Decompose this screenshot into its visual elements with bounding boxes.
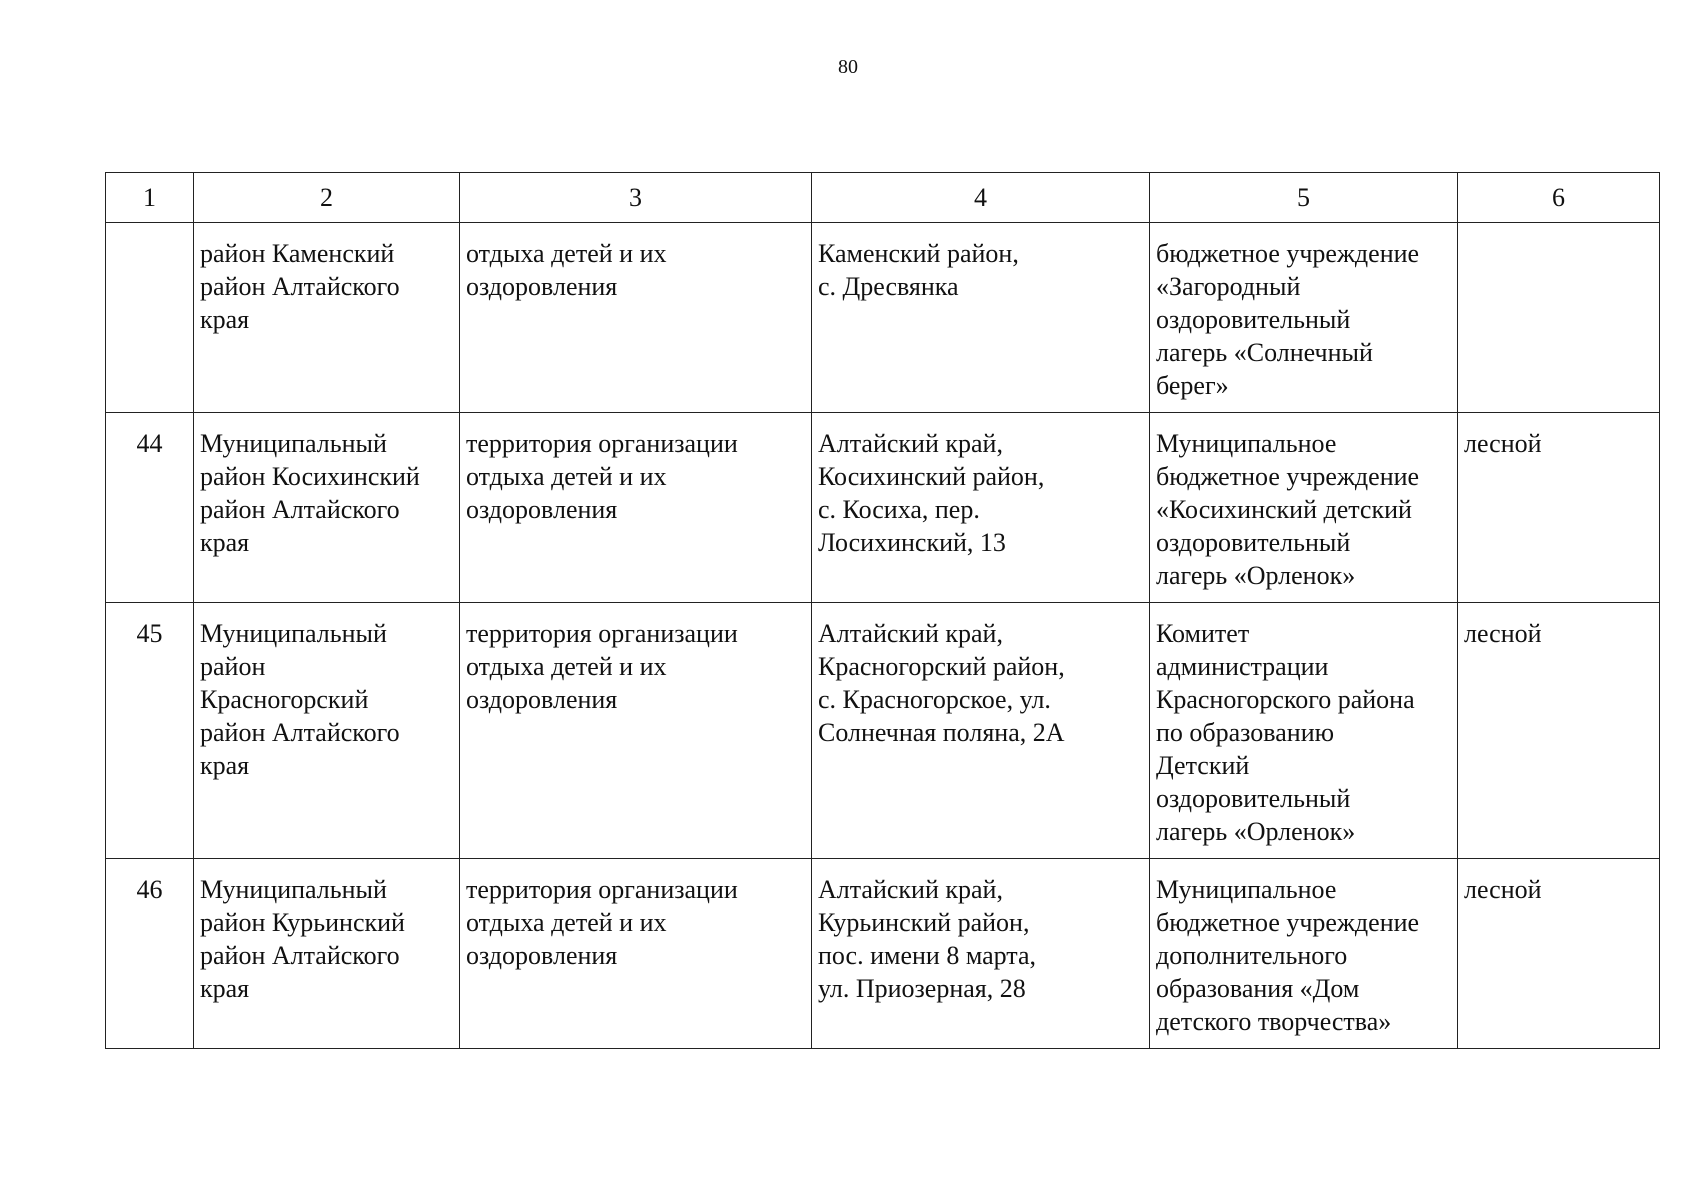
organization-cell: Муниципальное бюджетное учреждение «Косихинский детский оздоровительный лагерь «Орленок» [1150,413,1458,603]
page-number: 80 [838,56,858,78]
column-header: 4 [812,173,1150,223]
table-row [106,859,1660,1049]
municipality-cell: Муниципальный район Косихинский район Алтайского края [194,413,460,603]
row-number-cell [106,223,194,413]
column-header: 6 [1458,173,1660,223]
address-cell: Каменский район, с. Дресвянка [812,223,1150,413]
table-row [106,603,1660,859]
type-cell: лесной [1458,413,1660,603]
organization-cell: Комитет администрации Красногорского района по образованию Детский оздоровительный лагерь «Орленок» [1150,603,1458,859]
municipality-cell: район Каменский район Алтайского края [194,223,460,413]
table-row [106,223,1660,413]
type-cell [1458,223,1660,413]
address-cell: Алтайский край, Косихинский район, с. Косиха, пер. Лосихинский, 13 [812,413,1150,603]
column-header: 1 [106,173,194,223]
purpose-cell: отдыха детей и их оздоровления [460,223,812,413]
type-cell: лесной [1458,603,1660,859]
address-cell: Алтайский край, Красногорский район, с. Красногорское, ул. Солнечная поляна, 2А [812,603,1150,859]
row-number-cell: 46 [106,859,194,1049]
column-header: 3 [460,173,812,223]
organization-cell: Муниципальное бюджетное учреждение дополнительного образования «Дом детского творчества» [1150,859,1458,1049]
purpose-cell: территория организации отдыха детей и их оздоровления [460,603,812,859]
table-header-row [106,173,1660,223]
column-header: 2 [194,173,460,223]
purpose-cell: территория организации отдыха детей и их оздоровления [460,413,812,603]
organization-cell: бюджетное учреждение «Загородный оздоровительный лагерь «Солнечный берег» [1150,223,1458,413]
municipality-cell: Муниципальный район Красногорский район Алтайского края [194,603,460,859]
purpose-cell: территория организации отдыха детей и их оздоровления [460,859,812,1049]
municipality-cell: Муниципальный район Курьинский район Алтайского края [194,859,460,1049]
row-number-cell: 45 [106,603,194,859]
table-row [106,413,1660,603]
row-number-cell: 44 [106,413,194,603]
address-cell: Алтайский край, Курьинский район, пос. имени 8 марта, ул. Приозерная, 28 [812,859,1150,1049]
registry-table [105,172,1660,1049]
type-cell: лесной [1458,859,1660,1049]
column-header: 5 [1150,173,1458,223]
